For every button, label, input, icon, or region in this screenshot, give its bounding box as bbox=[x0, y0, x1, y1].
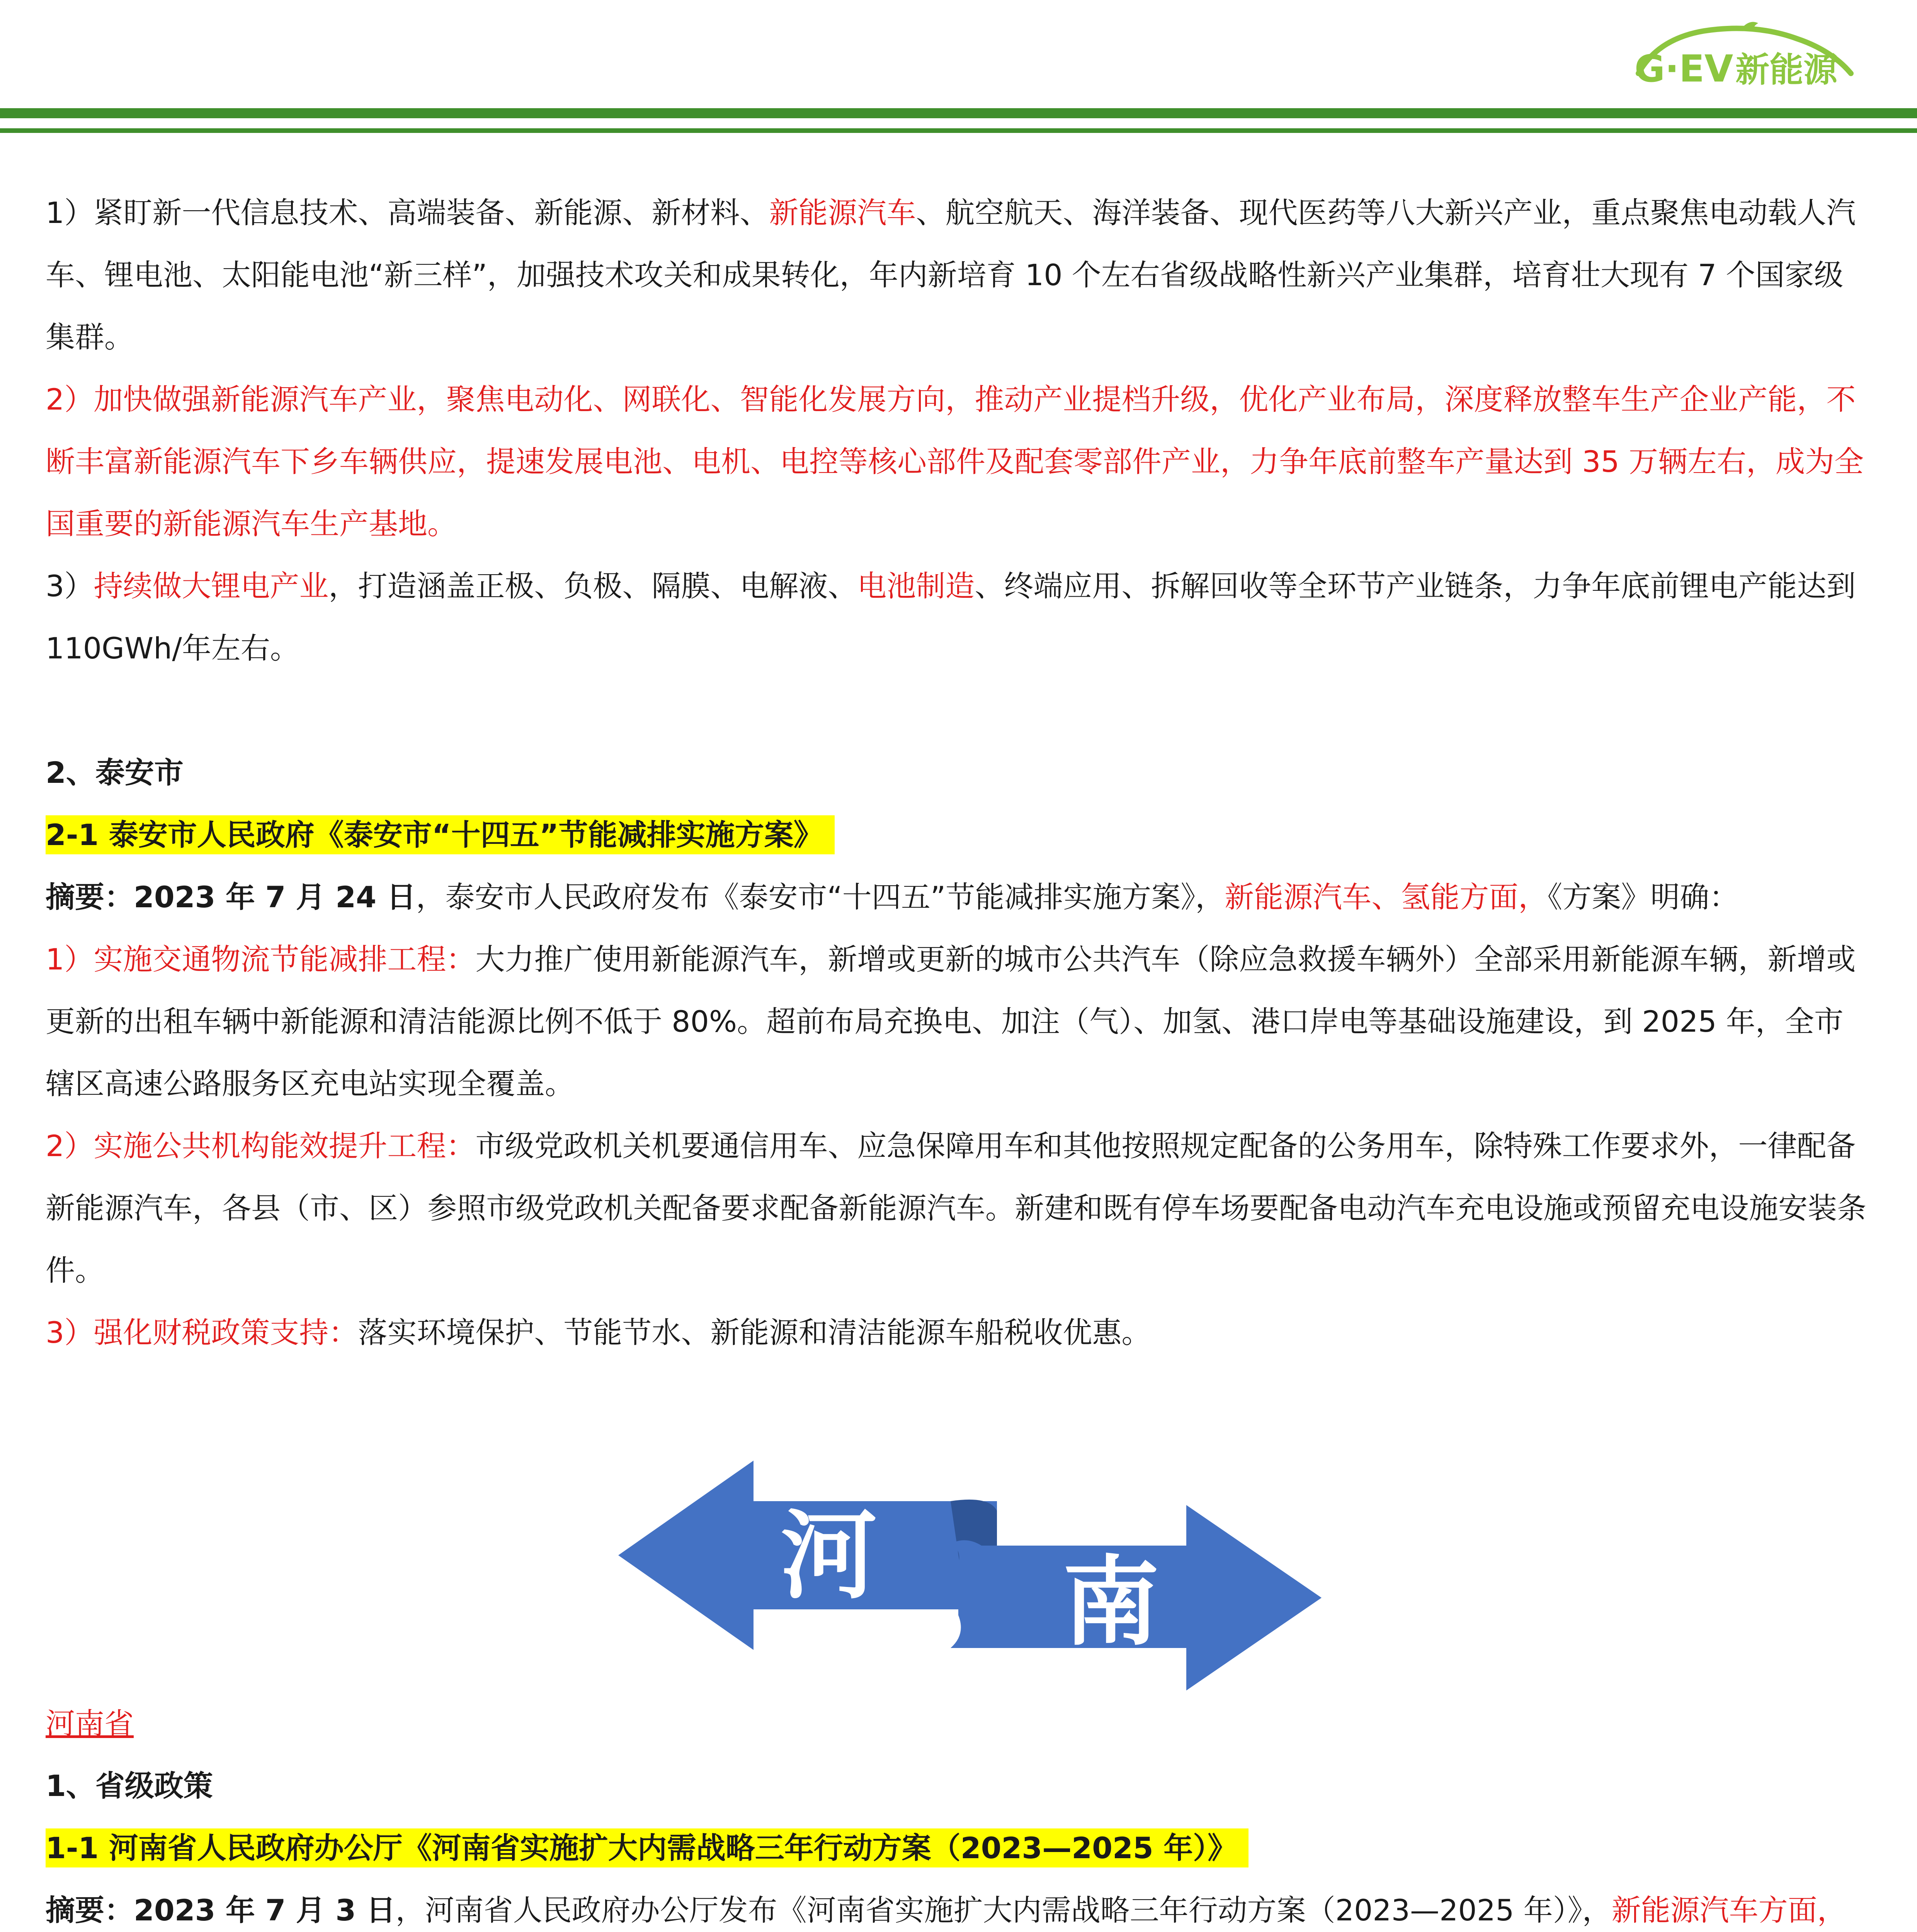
highlighted-doc-title: 1-1 河南省人民政府办公厅《河南省实施扩大内需战略三年行动方案（2023—2025 年）》 bbox=[46, 1828, 1249, 1867]
text: ，泰安市人民政府发布《泰安市“十四五”节能减排实施方案》， bbox=[416, 880, 1225, 914]
text: 1）紧盯新一代信息技术、高端装备、新能源、新材料、 bbox=[46, 196, 769, 230]
text: 《方案》明确： bbox=[1548, 880, 1739, 914]
section-heading-taian: 2、泰安市 bbox=[46, 755, 184, 790]
highlight-text: 持续做大锂电产业 bbox=[94, 569, 329, 603]
paragraph-item-2: 2）加快做强新能源汽车产业，聚焦电动化、网联化、智能化发展方向，推动产业提档升级，优化产业布局，深度释放整车生产企业产能，不断丰富新能源汽车下乡车辆供应，提速发展电池、电机、电控等核心部件及配套零部件产业，力争年底前整车产量达到 35 万辆左右，成为全国重要的新能源汽车生产基地。 bbox=[46, 382, 1864, 541]
section-heading-henan: 1、省级政策 bbox=[46, 1769, 213, 1803]
double-arrow-graphic bbox=[618, 1453, 1322, 1731]
item-label: 1）实施交通物流节能减排工程： bbox=[46, 942, 476, 976]
taian-item-3 bbox=[46, 1301, 1871, 1364]
text: 、航空航天、海洋装备、现代医药等八大新兴产业，重点聚焦电动载人汽车、锂电池、太阳能电池“新三样”，加强技术攻关和成果转化，年内新培育 10 个左右省级战略性新兴产业集群，培育壮大现有 7 个国家级集群。 bbox=[46, 196, 1856, 354]
document-body-top bbox=[46, 182, 1871, 1364]
item-text: 落实环境保护、节能节水、新能源和清洁能源车船税收优惠。 bbox=[358, 1315, 1151, 1350]
item-text: 市级党政机关机要通信用车、应急保障用车和其他按照规定配备的公务用车，除特殊工作要求外，一律配备新能源汽车，各县（市、区）参照市级党政机关配备要求配备新能源汽车。新建和既有停车场要配备电动汽车充电设施或预留充电设施安装条件。 bbox=[46, 1129, 1866, 1287]
document-body-henan bbox=[46, 1692, 1871, 1932]
brand-logo bbox=[1635, 47, 1838, 90]
doc-title-taian bbox=[46, 804, 1871, 866]
abstract-henan bbox=[46, 1879, 1871, 1932]
province-banner bbox=[618, 1453, 1322, 1731]
highlight-text: 新能源汽车 bbox=[769, 196, 916, 230]
paragraph-item-3 bbox=[46, 555, 1871, 679]
highlight-text: 新能源汽车方面， bbox=[1611, 1893, 1847, 1927]
highlighted-doc-title: 2-1 泰安市人民政府《泰安市“十四五”节能减排实施方案》 bbox=[46, 815, 835, 854]
province-link-text[interactable]: 河南省 bbox=[46, 1706, 134, 1741]
highlight-text: 新能源汽车、氢能方面， bbox=[1225, 880, 1548, 914]
highlight-text: 电池制造 bbox=[857, 569, 975, 603]
banner-char-right: 南 bbox=[1063, 1545, 1159, 1658]
text: 、终端应用、拆解回收等全环节产业链条，力争年底前锂电产能达到 110GWh/年左右。 bbox=[46, 569, 1856, 665]
header-rule-thin bbox=[0, 128, 1917, 133]
item-label: 3）强化财税政策支持： bbox=[46, 1315, 358, 1350]
abstract-label: 摘要：2023 年 7 月 24 日 bbox=[46, 880, 416, 914]
item-text: 大力推广使用新能源汽车，新增或更新的城市公共汽车（除应急救援车辆外）全部采用新能源车辆，新增或更新的出租车辆中新能源和清洁能源比例不低于 80%。超前布局充换电、加注（气）、加氢、港口岸电等基础设施建设，到 2025 年，全市辖区高速公路服务区充电站实现全覆盖。 bbox=[46, 942, 1856, 1101]
header-rule-thick bbox=[0, 108, 1917, 118]
banner-char-left: 河 bbox=[781, 1498, 877, 1612]
brand-logo-cn: 新能源 bbox=[1735, 50, 1838, 90]
paragraph-item-1 bbox=[46, 182, 1871, 368]
abstract-label: 摘要：2023 年 7 月 3 日 bbox=[46, 1893, 396, 1927]
item-label: 2）实施公共机构能效提升工程： bbox=[46, 1129, 476, 1163]
spacer bbox=[46, 679, 1871, 742]
doc-title-henan bbox=[46, 1817, 1871, 1879]
text: ，河南省人民政府办公厅发布《河南省实施扩大内需战略三年行动方案（2023—2025 年）》， bbox=[395, 1893, 1612, 1927]
text: ，打造涵盖正极、负极、隔膜、电解液、 bbox=[328, 569, 857, 603]
taian-item-2 bbox=[46, 1115, 1871, 1301]
abstract-taian bbox=[46, 866, 1871, 928]
text: 3） bbox=[46, 569, 94, 603]
province-link[interactable] bbox=[46, 1692, 1871, 1755]
taian-item-1 bbox=[46, 928, 1871, 1115]
brand-logo-text: G·EV bbox=[1635, 47, 1733, 90]
